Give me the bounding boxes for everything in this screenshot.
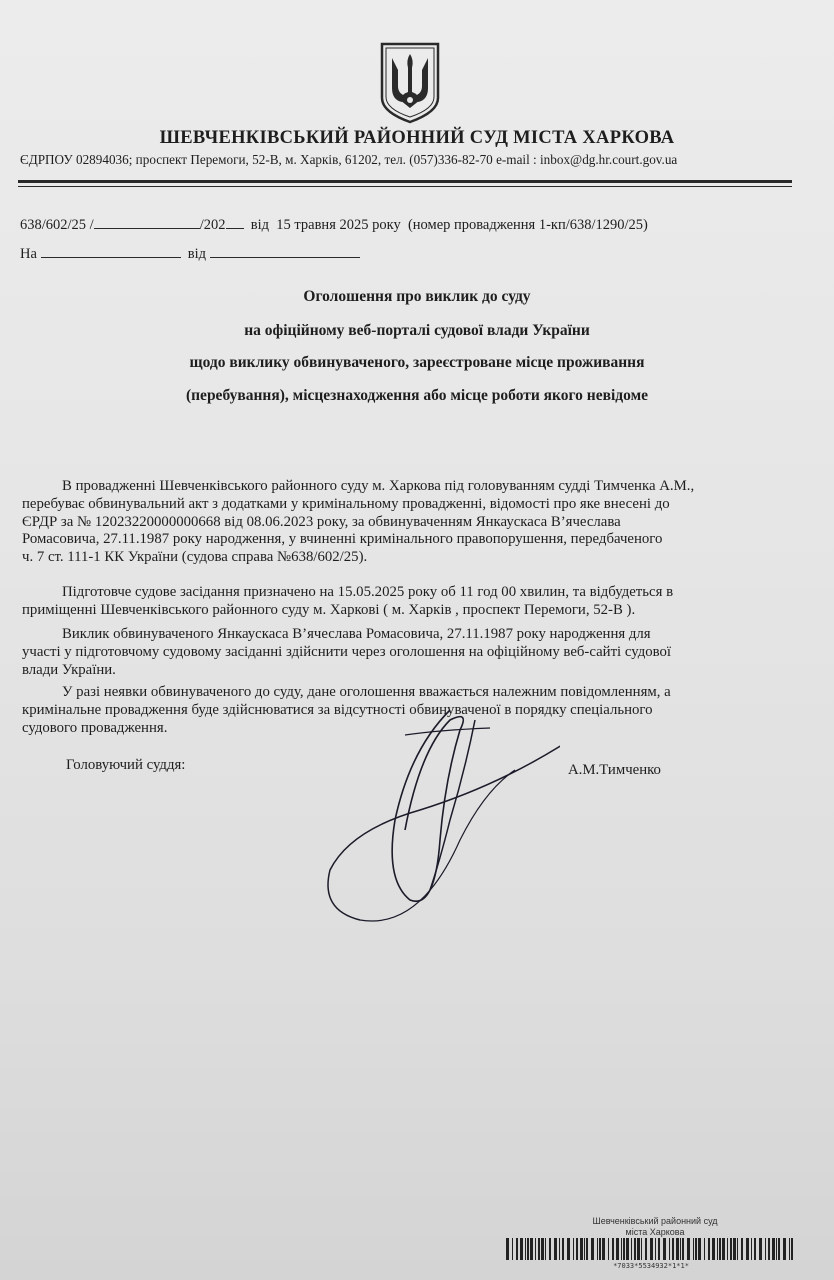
barcode-bar	[586, 1238, 588, 1260]
barcode-bar	[541, 1238, 544, 1260]
to-from-label: від	[187, 246, 207, 262]
barcode-number: *7033*5534932*1*1*	[613, 1262, 689, 1270]
coat-of-arms-icon	[378, 40, 442, 124]
to-from-blank	[210, 245, 360, 258]
barcode-bar	[623, 1238, 625, 1260]
judge-name: А.М.Тимченко	[568, 762, 661, 778]
barcode-bar	[693, 1238, 694, 1260]
barcode-bar	[516, 1238, 518, 1260]
barcode-bar	[746, 1238, 749, 1260]
barcode-bar	[778, 1238, 780, 1260]
barcode-bar	[634, 1238, 636, 1260]
barcode-bar	[754, 1238, 756, 1260]
to-blank	[41, 245, 181, 258]
barcode-bar	[719, 1238, 721, 1260]
barcode-bar	[672, 1238, 674, 1260]
barcode-bar	[704, 1238, 705, 1260]
barcode	[506, 1238, 796, 1260]
title-line-1: Оголошення про виклик до суду	[303, 288, 531, 305]
barcode-bar	[527, 1238, 529, 1260]
barcode-bar	[538, 1238, 540, 1260]
title-line-3: щодо виклику обвинуваченого, зареєстроване місце проживання	[189, 354, 645, 371]
reference-date: 15 травня 2025 року	[276, 217, 401, 233]
barcode-bar	[608, 1238, 609, 1260]
paragraph-summons	[22, 626, 798, 679]
barcode-bar	[645, 1238, 647, 1260]
proceeding-number: (номер провадження 1-кп/638/1290/25)	[407, 217, 648, 233]
header-rule-thick	[18, 180, 792, 183]
barcode-bar	[751, 1238, 752, 1260]
text-line: судового провадження.	[22, 719, 168, 736]
barcode-bar	[580, 1238, 583, 1260]
barcode-bar	[650, 1238, 653, 1260]
barcode-bar	[727, 1238, 728, 1260]
barcode-bar	[545, 1238, 546, 1260]
barcode-bar	[520, 1238, 523, 1260]
barcode-bar	[559, 1238, 560, 1260]
barcode-bar	[602, 1238, 605, 1260]
barcode-bar	[584, 1238, 585, 1260]
reference-from-word: від	[250, 217, 270, 233]
barcode-bar	[695, 1238, 697, 1260]
text-line: участі у підготовчому судовому засіданні здійснити через оголошення на офіційному веб-сайті судової	[22, 643, 672, 660]
court-contacts: ЄДРПОУ 02894036; проспект Перемоги, 52-В, м. Харків, 61202, тел. (057)336-82-70 e-mail : inbox@dg.hr.court.gov.ua	[20, 152, 678, 167]
title-line-2: на офіційному веб-порталі судової влади України	[244, 322, 590, 339]
reference-line	[20, 216, 648, 234]
barcode-bar	[549, 1238, 551, 1260]
text-line: Виклик обвинуваченого Янкаускаса В’ячеслава Ромасовича, 27.11.1987 року народження для	[62, 626, 651, 642]
reference-year-prefix: /202	[199, 217, 226, 233]
barcode-bar	[768, 1238, 770, 1260]
barcode-bar	[612, 1238, 614, 1260]
text-line: В провадженні Шевченківського районного суду м. Харкова під головуванням судді Тимченка А.М.,	[62, 478, 695, 494]
barcode-bar	[641, 1238, 642, 1260]
text-line: перебуває обвинувальний акт з додатками у кримінальному провадженні, відомості про яке внесені до	[22, 495, 670, 512]
text-line: У разі неявки обвинуваченого до суду, дане оголошення вважається належним повідомленням, а	[62, 684, 671, 700]
barcode-bar	[655, 1238, 656, 1260]
stamp-line: Шевченківський районний суд	[592, 1216, 718, 1226]
text-line: приміщенні Шевченківського районного суду м. Харкові ( м. Харків , проспект Перемоги, 52-В ).	[22, 601, 636, 618]
barcode-bar	[776, 1238, 777, 1260]
text-line: Підготовче судове засідання призначено на 15.05.2025 року об 11 год 00 хвилин, та відбудеться в	[62, 584, 674, 600]
registry-stamp	[560, 1216, 750, 1238]
text-line: ЄРДР за № 12023220000000668 від 08.06.2023 року, за обвинуваченням Янкаускаса В’ячеслава	[22, 513, 621, 530]
barcode-bar	[789, 1238, 790, 1260]
text-line: влади України.	[22, 661, 116, 678]
barcode-bar	[682, 1238, 684, 1260]
barcode-bar	[621, 1238, 622, 1260]
barcode-bar	[512, 1238, 513, 1260]
reference-year-blank	[226, 216, 244, 229]
barcode-bar	[591, 1238, 594, 1260]
barcode-bar	[712, 1238, 715, 1260]
court-name: ШЕВЧЕНКІВСЬКИЙ РАЙОННИЙ СУД МІСТА ХАРКОВА	[159, 128, 675, 148]
reference-blank	[94, 216, 200, 229]
barcode-bar	[554, 1238, 557, 1260]
barcode-bar	[506, 1238, 509, 1260]
judge-label: Головуючий суддя:	[66, 757, 186, 773]
to-line	[20, 245, 360, 263]
barcode-bar	[759, 1238, 762, 1260]
barcode-bar	[676, 1238, 679, 1260]
reference-number: 638/602/25 /	[20, 217, 94, 233]
barcode-bar	[737, 1238, 738, 1260]
barcode-bar	[717, 1238, 718, 1260]
barcode-bar	[669, 1238, 670, 1260]
barcode-bar	[772, 1238, 775, 1260]
text-line: кримінальне провадження буде здійснюватися за відсутності обвинуваченої в порядку спеціального	[22, 701, 653, 718]
barcode-bar	[783, 1238, 786, 1260]
barcode-bar	[525, 1238, 526, 1260]
barcode-bar	[730, 1238, 732, 1260]
paragraph-hearing	[22, 584, 798, 620]
barcode-bar	[562, 1238, 564, 1260]
barcode-bar	[631, 1238, 632, 1260]
barcode-bar	[658, 1238, 660, 1260]
barcode-bar	[663, 1238, 666, 1260]
barcode-bar	[791, 1238, 793, 1260]
barcode-bar	[599, 1238, 601, 1260]
barcode-bar	[535, 1238, 536, 1260]
text-line: ч. 7 ст. 111-1 КК України (судова справа №638/602/25).	[22, 549, 368, 566]
barcode-bar	[722, 1238, 725, 1260]
barcode-bar	[576, 1238, 578, 1260]
barcode-bar	[573, 1238, 574, 1260]
header-rule-thin	[18, 186, 792, 187]
barcode-bar	[741, 1238, 743, 1260]
text-line: Ромасовича, 27.11.1987 року народження, у вчиненні кримінального правопорушення, передбаченого	[22, 531, 663, 548]
barcode-bar	[733, 1238, 736, 1260]
barcode-bar	[765, 1238, 766, 1260]
barcode-bar	[698, 1238, 701, 1260]
handwritten-signature	[300, 690, 560, 940]
barcode-bar	[680, 1238, 681, 1260]
paragraph-proceeding	[22, 478, 798, 567]
title-line-4: (перебування), місцезнаходження або місце роботи якого невідоме	[185, 387, 649, 404]
barcode-bar	[708, 1238, 710, 1260]
barcode-bar	[616, 1238, 619, 1260]
barcode-bar	[637, 1238, 640, 1260]
stamp-line: міста Харкова	[625, 1227, 685, 1237]
barcode-bar	[597, 1238, 598, 1260]
barcode-bar	[567, 1238, 570, 1260]
barcode-bar	[687, 1238, 690, 1260]
to-label: На	[20, 246, 37, 262]
barcode-bar	[530, 1238, 533, 1260]
barcode-bar	[626, 1238, 629, 1260]
